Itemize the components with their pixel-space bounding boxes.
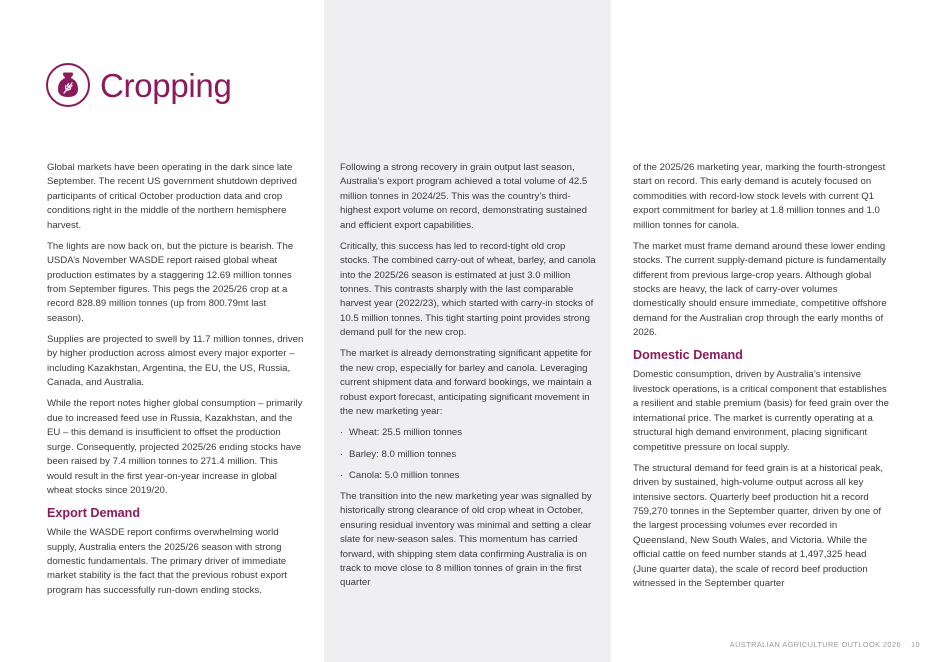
publication-title: AUSTRALIAN AGRICULTURE OUTLOOK 2026 (729, 640, 901, 649)
paragraph: The lights are now back on, but the picture is bearish. The USDA’s November WASDE report raised global wheat production estimates by a staggering 12.69 million tonnes from September figures. This pegs the 2025/26 crop at a record 828.89 million tonnes (up from 800.79mt last season). (47, 240, 294, 324)
column-3 (633, 161, 891, 598)
paragraph: The market is already demonstrating significant appetite for the new crop, especially for barley and canola. Leveraging current shipment data and forward bookings, we maintain a robust export forecast, anticipating significant movement in the new marketing year: (340, 348, 592, 418)
domestic-demand-heading: Domestic Demand (633, 348, 743, 363)
paragraph: of the 2025/26 marketing year, marking the fourth-strongest start on record. This early demand is acutely focused on commodities with record-low stock levels with current Q1 export commitment for barley at 1.8 million tonnes and 1.0 million tonnes for canola. (633, 162, 886, 231)
paragraph: Global markets have been operating in the dark since late September. The recent US government shutdown deprived participants of critical October production data and crop conditions right in the middle of the northern hemisphere harvest. (47, 162, 297, 231)
list-item (340, 469, 596, 483)
bullet-text: Wheat: 25.5 million tonnes (349, 427, 463, 439)
paragraph: Supplies are projected to swell by 11.7 million tonnes, driven by higher production across almost every major exporter – including Kazakhstan, Argentina, the EU, the US, Russia, Canada, and Australia. (47, 334, 304, 389)
page-footer (730, 640, 920, 649)
column-1 (47, 161, 305, 605)
bullet-marker: · (340, 448, 344, 460)
list-item (340, 448, 596, 462)
column-2 (340, 161, 596, 598)
bullet-marker: · (340, 469, 344, 481)
page-number: 10 (910, 640, 920, 649)
bullet-marker: · (340, 427, 344, 439)
page-title: Cropping (100, 66, 232, 104)
export-demand-heading: Export Demand (47, 506, 141, 521)
paragraph: While the WASDE report confirms overwhelming world supply, Australia enters the 2025/26 season with strong domestic fundamentals. The primary driver of immediate market stability is the fact that the previous robust export program has successfully run-down ending stocks. (47, 527, 287, 596)
grain-bag-icon (46, 63, 90, 107)
paragraph: The market must frame demand around these lower ending stocks. The current supply-demand picture is fundamentally different from previous large-crop years. Although global stocks are heavy, the lack of carry-over volumes domestically should ensure immediate, competitive offshore demand for the Australian crop through the early months of 2026. (633, 240, 887, 339)
paragraph: The transition into the new marketing year was signalled by historically strong clearance of old crop wheat in October, ensuring residual inventory was minimal and setting a clear slate for new-season sales. This momentum has carried forward, with shipping stem data confirming Australia is on track to move close to 8 million tonnes of grain in the first quarter (340, 490, 592, 589)
bullet-text: Canola: 5.0 million tonnes (349, 469, 460, 481)
paragraph: Following a strong recovery in grain output last season, Australia’s export program achieved a total volume of 42.5 million tonnes in 2024/25. This was the country’s third-highest export volume on record, demonstrating sustained and efficient export capabilities. (340, 162, 588, 231)
section-header (46, 61, 232, 109)
paragraph: Critically, this success has led to record-tight old crop stocks. The combined carry-out of wheat, barley, and canola into the 2025/26 season is estimated at just 3.0 million tonnes. This contrasts sharply with the last comparable harvest year (2022/23), which started with carry-in stocks of 10.5 million tonnes. This tight starting point provides strong demand pull for the new crop. (340, 240, 596, 339)
paragraph: While the report notes higher global consumption – primarily due to increased feed use in Russia, Kazakhstan, and the EU – this demand is insufficient to offset the production surge. Consequently, projected 2025/26 ending stocks have been raised by 7.4 million tonnes to 271.4 million. This would result in the first year-on-year increase in global wheat stocks since 2019/20. (47, 398, 303, 496)
paragraph: The structural demand for feed grain is at a historical peak, driven by sustained, high-volume output across all key intensive sectors. Quarterly beef production hit a record 759,270 tonnes in the September quarter, driven by one of the largest processing volumes ever recorded in Queensland, New South Wales, and Victoria. While the official cattle on feed number stands at 1,497,325 head (June quarter data), the scale of record beef production witnessed in the September quarter (633, 462, 884, 589)
paragraph: Domestic consumption, driven by Australia’s intensive livestock operations, is a critical component that establishes a resilient and stable premium (basis) for feed grain over the international price. The market is currently operating at a structural high demand environment, placing significant competitive pressure on local supply. (633, 369, 889, 453)
list-item (340, 426, 596, 440)
bullet-text: Barley: 8.0 million tonnes (349, 448, 457, 460)
